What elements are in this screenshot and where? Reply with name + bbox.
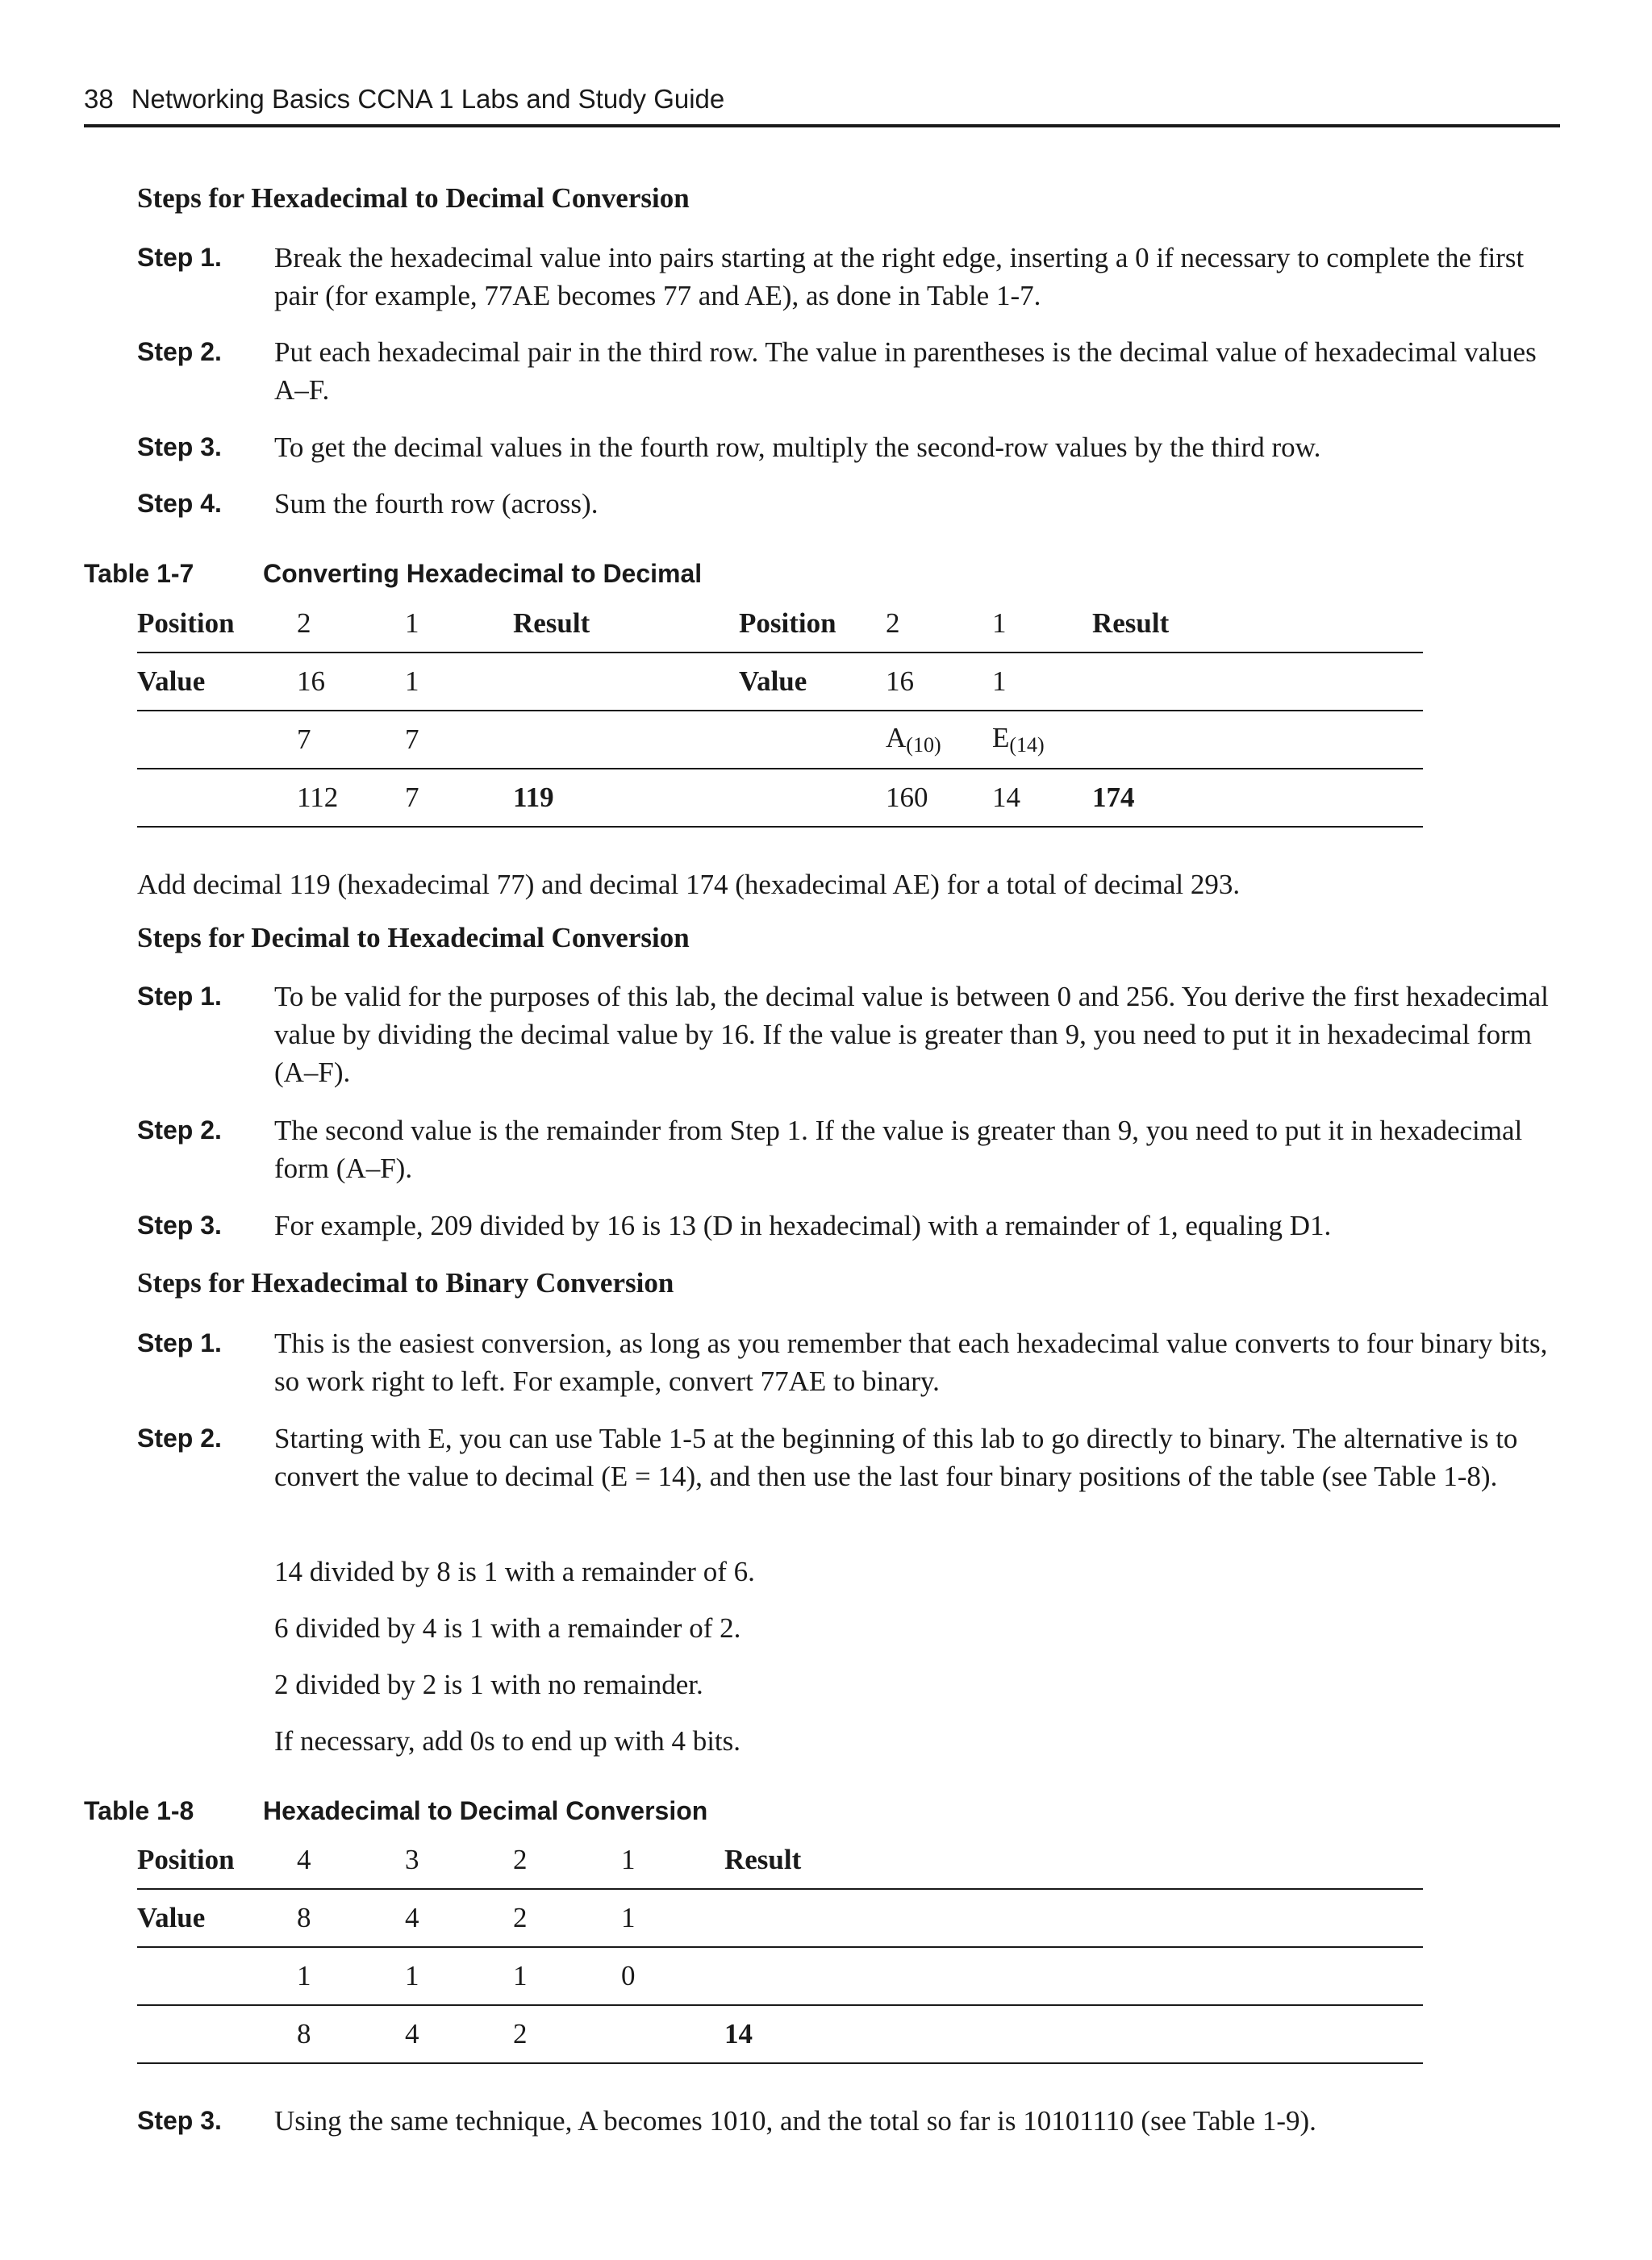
step-text: For example, 209 divided by 16 is 13 (D in hexadecimal) with a remainder of 1, equaling D1. [274,1210,1332,1241]
table-cell [621,2005,724,2063]
step-text: Put each hexadecimal pair in the third row. The value in parentheses is the decimal value of hexadecimal values A–F. [274,336,1537,406]
table-cell: 1 [992,653,1092,711]
step-text: Starting with E, you can use Table 1-5 at the beginning of this lab to go directly to binary. The alternative is to convert the value to decimal (E = 14), and then use the last four binary positions of the table (see Table 1-8). [274,1423,1518,1492]
table-row [137,1889,1423,1947]
table-cell: 4 [405,2005,513,2063]
table-cell: Result [1092,607,1170,639]
working-line: 14 divided by 8 is 1 with a remainder of 6. [274,1556,755,1587]
working-line: 6 divided by 4 is 1 with a remainder of 2. [274,1612,741,1644]
table-cell: 1 [405,607,419,639]
table-cell: 112 [297,769,405,827]
table-cell: 16 [886,653,992,711]
step-text: Sum the fourth row (across). [274,488,599,519]
table-cell: 1 [621,1844,636,1875]
table-cell: 16 [297,653,405,711]
table-cell [137,711,297,769]
step-label: Step 1. [137,243,222,272]
table-cell: 7 [405,711,513,769]
table-cell: Position [137,607,235,639]
table-row [137,769,1423,827]
table-cell: 2 [513,2005,621,2063]
table-cell: 1 [621,1889,724,1947]
step-text: The second value is the remainder from Step 1. If the value is greater than 9, you need to put it in hexadecimal form (A–F). [274,1115,1523,1184]
table-cell: 4 [405,1889,513,1947]
table-cell [137,1947,297,2005]
table-cell [724,1889,1423,1947]
table-cell [1092,711,1423,769]
table-cell: Position [739,607,836,639]
table-header-row [137,595,1423,653]
table-cell [137,769,297,827]
table-cell: 1 [513,1947,621,2005]
step-label: Step 3. [137,432,222,461]
book-title: Networking Basics CCNA 1 Labs and Study Guide [131,84,725,114]
table-row [137,711,1423,769]
table-cell: 1 [297,1947,405,2005]
table-cell: 2 [886,607,900,639]
table-cell: 7 [297,711,405,769]
table-title: Converting Hexadecimal to Decimal [263,559,703,588]
step-label: Step 1. [137,982,222,1011]
table-1-7-caption [84,559,702,589]
table-number: Table 1-7 [84,559,194,588]
table-1-8 [137,1832,1423,2064]
table-cell: 1 [405,1947,513,2005]
step-text: To be valid for the purposes of this lab, the decimal value is between 0 and 256. You derive the first hexadecimal value by dividing the decimal value by 16. If the value is greater than 9, you need to put it in hexadecimal form (A–F). [274,981,1549,1088]
table-title: Hexadecimal to Decimal Conversion [263,1796,708,1825]
table-cell: Result [724,1844,802,1875]
table-cell: 3 [405,1844,419,1875]
table-cell: Value [137,653,297,711]
page-number: 38 [84,84,114,114]
table-cell: 4 [297,1844,311,1875]
table-cell [137,2005,297,2063]
step-label: Step 2. [137,337,222,366]
table-1-7 [137,595,1423,828]
table-cell [886,711,992,769]
table-cell: 14 [992,769,1092,827]
section-heading-dec-to-hex: Steps for Decimal to Hexadecimal Conversion [137,922,690,953]
step-label: Step 4. [137,489,222,518]
running-head [84,84,724,115]
table-cell [513,653,739,711]
table-row [137,1947,1423,2005]
table-cell: 160 [886,769,992,827]
table-cell [992,711,1092,769]
table-header-row [137,1832,1423,1889]
table-cell: 8 [297,1889,405,1947]
step-text: To get the decimal values in the fourth row, multiply the second-row values by the third row. [274,432,1321,463]
step-label: Step 2. [137,1424,222,1453]
table-cell: 174 [1092,769,1423,827]
table-cell: 0 [621,1947,724,2005]
table-cell: 7 [405,769,513,827]
step-text: Using the same technique, A becomes 1010, and the total so far is 10101110 (see Table 1-9). [274,2105,1316,2137]
table-cell: 2 [513,1889,621,1947]
hex-letter: E [992,722,1010,753]
step-label: Step 2. [137,1115,222,1145]
section-heading-hex-to-bin: Steps for Hexadecimal to Binary Conversion [137,1267,674,1299]
table-cell: Result [513,607,590,639]
summary-paragraph: Add decimal 119 (hexadecimal 77) and decimal 174 (hexadecimal AE) for a total of decimal 293. [137,869,1241,900]
table-cell: 1 [405,653,513,711]
table-cell: 2 [513,1844,528,1875]
working-line: If necessary, add 0s to end up with 4 bits. [274,1725,741,1757]
table-cell: 14 [724,2005,1423,2063]
table-row [137,653,1423,711]
table-number: Table 1-8 [84,1796,194,1825]
step-text: Break the hexadecimal value into pairs starting at the right edge, inserting a 0 if necessary to complete the first pair (for example, 77AE becomes 77 and AE), as done in Table 1-7. [274,242,1525,311]
step-label: Step 3. [137,2106,222,2135]
table-cell: 2 [297,607,311,639]
table-1-8-caption [84,1796,707,1826]
section-heading-hex-to-dec: Steps for Hexadecimal to Decimal Conversion [137,182,690,214]
decimal-subscript: (14) [1009,733,1045,757]
hex-letter: A [886,722,907,753]
step-label: Step 3. [137,1211,222,1240]
working-line: 2 divided by 2 is 1 with no remainder. [274,1669,703,1700]
table-cell: Position [137,1844,235,1875]
table-cell: 8 [297,2005,405,2063]
table-cell [739,711,886,769]
header-rule [84,124,1560,127]
table-cell [513,711,739,769]
step-label: Step 1. [137,1328,222,1357]
table-cell: Value [137,1889,297,1947]
table-cell: 1 [992,607,1007,639]
table-row [137,2005,1423,2063]
decimal-subscript: (10) [906,733,941,757]
table-cell [724,1947,1423,2005]
table-cell [739,769,886,827]
step-text: This is the easiest conversion, as long as you remember that each hexadecimal value converts to four binary bits, so work right to left. For example, convert 77AE to binary. [274,1328,1548,1397]
table-cell: 119 [513,769,739,827]
table-cell [1092,653,1423,711]
table-cell: Value [739,653,886,711]
